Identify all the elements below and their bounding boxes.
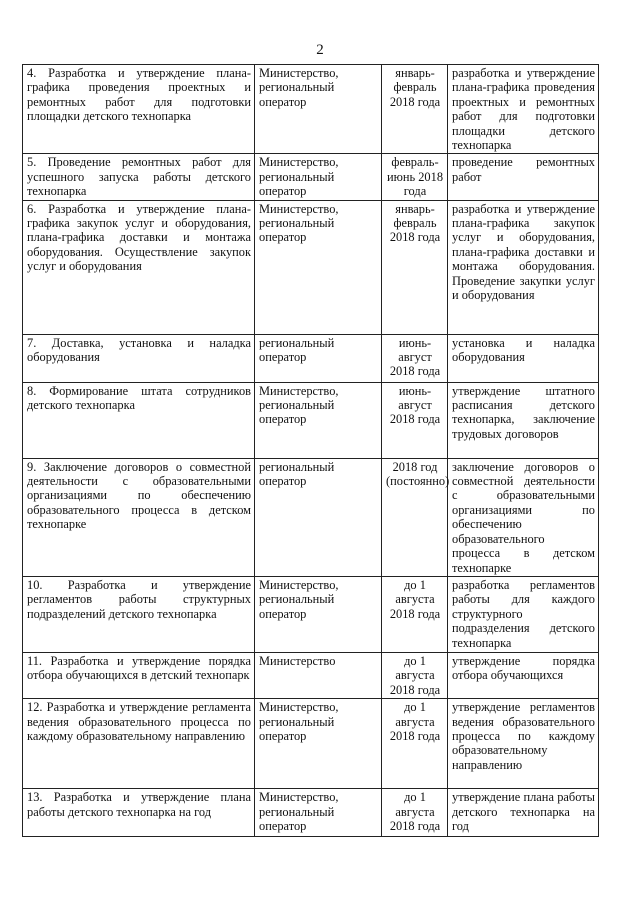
result-cell: разработка и утверждение плана-графика закупок услуг и оборудования, плана-графика доставки и монтажа оборудования. Проведение закупки услуг и оборудования <box>448 200 599 334</box>
result-cell: утверждение порядка отбора обучающихся <box>448 652 599 698</box>
table-row <box>23 789 599 837</box>
executor-cell: Министерство, региональный оператор <box>255 576 382 652</box>
term-cell: июнь-август 2018 года <box>382 334 448 382</box>
executor-cell: Министерство, региональный оператор <box>255 789 382 837</box>
event-cell: 8. Формирование штата сотрудников детского технопарка <box>23 382 255 458</box>
page-number: 2 <box>316 42 324 58</box>
executor-cell: региональный оператор <box>255 334 382 382</box>
table-row <box>23 334 599 382</box>
event-cell: 10. Разработка и утверждение регламентов работы структурных подразделений детского технопарка <box>23 576 255 652</box>
event-cell: 13. Разработка и утверждение плана работы детского технопарка на год <box>23 789 255 837</box>
term-cell: 2018 год (постоянно) <box>382 458 448 576</box>
result-cell: разработка и утверждение плана-графика проведения проектных и ремонтных работ для подготовки площадки детского технопарка <box>448 65 599 154</box>
table-row <box>23 154 599 200</box>
table-row <box>23 65 599 154</box>
executor-cell: Министерство, региональный оператор <box>255 699 382 789</box>
executor-cell: Министерство, региональный оператор <box>255 200 382 334</box>
table-row <box>23 576 599 652</box>
event-cell: 12. Разработка и утверждение регламента ведения образовательного процесса по каждому образовательному направлению <box>23 699 255 789</box>
result-cell: утверждение регламентов ведения образовательного процесса по каждому образовательному направлению <box>448 699 599 789</box>
event-cell: 4. Разработка и утверждение плана-графика проведения проектных и ремонтных работ для подготовки площадки детского технопарка <box>23 65 255 154</box>
term-cell: январь-февраль 2018 года <box>382 65 448 154</box>
term-cell: до 1 августа 2018 года <box>382 652 448 698</box>
executor-cell: Министерство, региональный оператор <box>255 65 382 154</box>
table-row <box>23 652 599 698</box>
event-cell: 9. Заключение договоров о совместной деятельности с образовательными организациями по обеспечению образовательного процесса в детском технопарке <box>23 458 255 576</box>
executor-cell: Министерство <box>255 652 382 698</box>
executor-cell: региональный оператор <box>255 458 382 576</box>
term-cell: февраль-июнь 2018 года <box>382 154 448 200</box>
result-cell: разработка регламентов работы для каждого структурного подразделения детского технопарка <box>448 576 599 652</box>
event-cell: 7. Доставка, установка и наладка оборудования <box>23 334 255 382</box>
result-cell: установка и наладка оборудования <box>448 334 599 382</box>
table-row <box>23 699 599 789</box>
event-cell: 5. Проведение ремонтных работ для успешного запуска работы детского технопарка <box>23 154 255 200</box>
table-row <box>23 200 599 334</box>
table-row <box>23 382 599 458</box>
term-cell: до 1 августа 2018 года <box>382 699 448 789</box>
result-cell: утверждение плана работы детского технопарка на год <box>448 789 599 837</box>
event-cell: 6. Разработка и утверждение плана-графика закупок услуг и оборудования, плана-графика доставки и монтажа оборудования. Осуществление закупок услуг и оборудования <box>23 200 255 334</box>
executor-cell: Министерство, региональный оператор <box>255 154 382 200</box>
term-cell: январь-февраль 2018 года <box>382 200 448 334</box>
table-row <box>23 458 599 576</box>
term-cell: до 1 августа 2018 года <box>382 789 448 837</box>
executor-cell: Министерство, региональный оператор <box>255 382 382 458</box>
result-cell: заключение договоров о совместной деятельности с образовательными организациями по обеспечению образовательного процесса в детском технопарке <box>448 458 599 576</box>
result-cell: проведение ремонтных работ <box>448 154 599 200</box>
result-cell: утверждение штатного расписания детского технопарка, заключение трудовых договоров <box>448 382 599 458</box>
event-cell: 11. Разработка и утверждение порядка отбора обучающихся в детский технопарк <box>23 652 255 698</box>
term-cell: до 1 августа 2018 года <box>382 576 448 652</box>
term-cell: июнь-август 2018 года <box>382 382 448 458</box>
activity-plan-table <box>22 64 599 837</box>
